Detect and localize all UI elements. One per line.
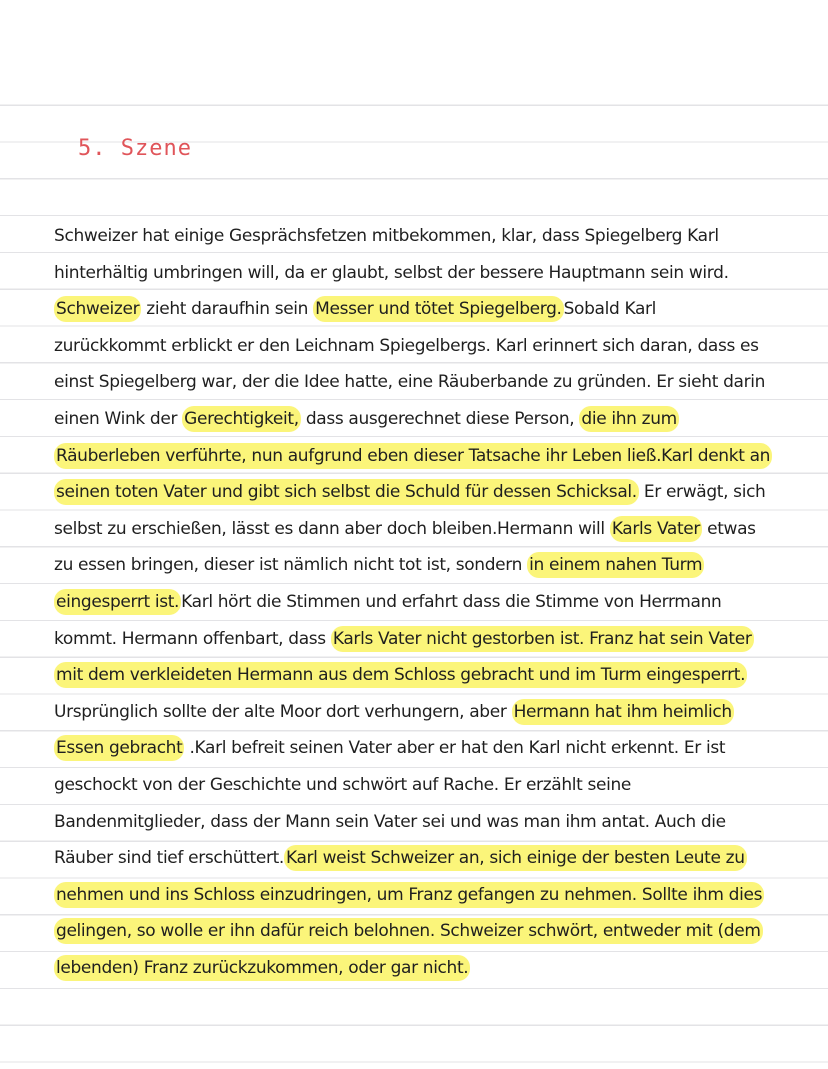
highlighted-text: mit dem verkleideten Hermann aus dem Schloss gebracht und im Turm eingesperrt. — [54, 662, 747, 688]
text-line — [54, 840, 794, 877]
text-segment: dass ausgerechnet diese Person, — [300, 408, 580, 429]
text-line — [54, 255, 794, 292]
text-segment: Bandenmitglieder, dass der Mann sein Vater sei und was man ihm antat. Auch die — [54, 811, 726, 832]
text-line — [54, 291, 794, 328]
highlighted-text: Essen gebracht — [54, 735, 184, 761]
text-segment: .Karl befreit seinen Vater aber er hat den Karl nicht erkennt. Er ist — [184, 738, 726, 759]
highlighted-text: Schweizer — [54, 296, 141, 322]
text-line — [54, 913, 794, 950]
text-segment: selbst zu erschießen, lässt es dann aber doch bleiben.Hermann will — [54, 518, 610, 539]
highlighted-text: seinen toten Vater und gibt sich selbst die Schuld für dessen Schicksal. — [54, 479, 639, 505]
text-segment: Schweizer hat einige Gesprächsfetzen mitbekommen, klar, dass Spiegelberg Karl — [54, 226, 719, 246]
highlighted-text: Karls Vater — [610, 516, 702, 542]
text-segment: zurückkommt erblickt er den Leichnam Spiegelbergs. Karl erinnert sich daran, dass es — [54, 335, 759, 356]
text-segment: einst Spiegelberg war, der die Idee hatte, eine Räuberbande zu gründen. Er sieht darin — [54, 372, 766, 393]
highlighted-text: die ihn zum — [579, 406, 678, 432]
text-line — [54, 364, 794, 401]
page-title: 5. Szene — [78, 136, 192, 161]
highlighted-text: Messer und tötet Spiegelberg. — [313, 296, 563, 322]
text-line — [54, 584, 794, 621]
highlighted-text: gelingen, so wolle er ihn dafür reich belohnen. Schweizer schwört, entweder mit (dem — [54, 918, 763, 944]
text-segment: zieht daraufhin sein — [141, 299, 314, 320]
text-line — [54, 767, 794, 804]
text-line — [54, 401, 794, 438]
highlighted-text: Karl weist Schweizer an, sich einige der besten Leute zu — [284, 845, 747, 871]
highlighted-text: Hermann hat ihm heimlich — [512, 699, 734, 725]
text-line — [54, 511, 794, 548]
text-line — [54, 547, 794, 584]
text-segment: Er erwägt, sich — [638, 482, 766, 503]
body-text — [54, 218, 794, 986]
text-line — [54, 657, 794, 694]
text-segment: geschockt von der Geschichte und schwört auf Rache. Er erzählt seine — [54, 774, 632, 795]
text-segment: Ursprünglich sollte der alte Moor dort verhungern, aber — [54, 701, 512, 722]
text-segment: kommt. Hermann offenbart, dass — [54, 628, 331, 649]
text-line — [54, 877, 794, 914]
text-line — [54, 328, 794, 365]
text-line — [54, 694, 794, 731]
text-line — [54, 804, 794, 841]
text-segment: hinterhältig umbringen will, da er glaubt, selbst der bessere Hauptmann sein wird. — [54, 262, 729, 283]
highlighted-text: lebenden) Franz zurückzukommen, oder gar nicht. — [54, 955, 470, 981]
highlighted-text: Karls Vater nicht gestorben ist. Franz hat sein Vater — [331, 626, 754, 652]
highlighted-text: Räuberleben verführte, nun aufgrund eben dieser Tatsache ihr Leben ließ.Karl denkt an — [54, 443, 772, 469]
text-line — [54, 218, 794, 255]
text-segment: einen Wink der — [54, 408, 183, 429]
highlighted-text: Gerechtigkeit, — [182, 406, 301, 432]
text-line — [54, 730, 794, 767]
highlighted-text: in einem nahen Turm — [527, 552, 704, 578]
text-segment: Karl hört die Stimmen und erfahrt dass die Stimme von Herrmann — [181, 591, 722, 612]
text-segment: Räuber sind tief erschüttert. — [54, 848, 284, 869]
text-segment: etwas — [702, 518, 756, 539]
text-line — [54, 950, 794, 987]
text-segment: zu essen bringen, dieser ist nämlich nicht tot ist, sondern — [54, 555, 528, 576]
highlighted-text: eingesperrt ist. — [54, 589, 181, 615]
text-segment: Sobald Karl — [563, 299, 657, 320]
text-line — [54, 621, 794, 658]
text-line — [54, 438, 794, 475]
highlighted-text: nehmen und ins Schloss einzudringen, um Franz gefangen zu nehmen. Sollte ihm dies — [54, 882, 764, 908]
text-line — [54, 474, 794, 511]
